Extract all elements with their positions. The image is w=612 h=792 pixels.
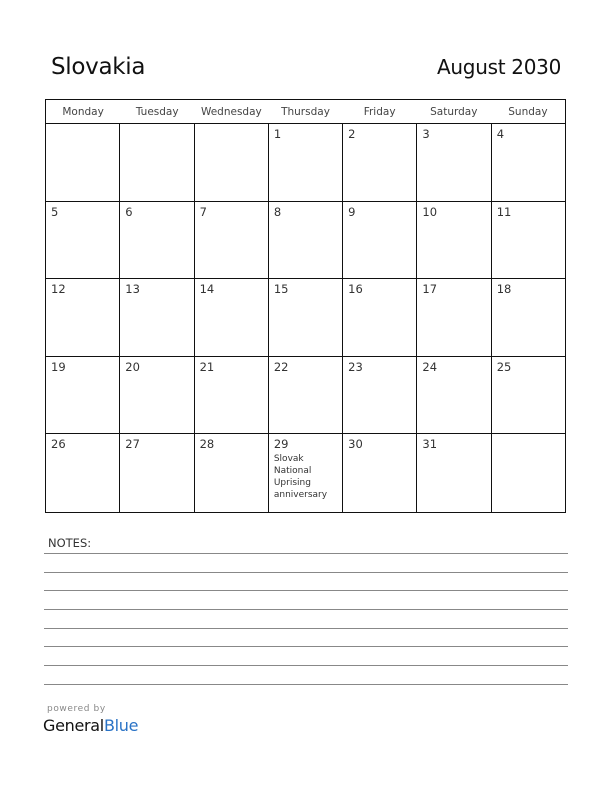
notes-line — [44, 572, 568, 573]
day-cell — [120, 357, 194, 434]
day-cell — [417, 202, 491, 279]
day-number: 16 — [348, 282, 363, 297]
day-cell — [269, 279, 343, 356]
day-number: 12 — [51, 282, 66, 297]
day-cell — [195, 202, 269, 279]
day-cell — [269, 434, 343, 512]
day-number: 22 — [273, 359, 289, 374]
day-cell — [417, 124, 491, 201]
notes-line — [44, 590, 568, 591]
week-row — [46, 202, 565, 280]
weekday-thursday: Thursday — [281, 106, 330, 118]
day-number: 8 — [273, 204, 282, 219]
day-cell — [46, 434, 120, 512]
day-cell — [120, 202, 194, 279]
weekday-saturday: Saturday — [430, 106, 478, 118]
day-number: 28 — [199, 437, 215, 452]
notes-line — [44, 665, 568, 666]
calendar-grid — [45, 99, 566, 513]
day-number: 29 — [273, 437, 289, 452]
weekday-monday: Monday — [62, 106, 104, 118]
generalblue-logo — [43, 716, 138, 735]
day-cell — [120, 434, 194, 512]
day-cell — [46, 357, 120, 434]
brand-general: General — [43, 716, 104, 735]
day-number: 3 — [422, 127, 430, 141]
day-number: 10 — [422, 204, 438, 219]
day-number: 31 — [422, 437, 438, 452]
day-cell — [343, 124, 417, 201]
day-cell — [195, 357, 269, 434]
day-cell — [46, 202, 120, 279]
day-number: 21 — [199, 359, 215, 374]
day-cell — [195, 434, 269, 512]
weekday-sunday: Sunday — [508, 106, 548, 118]
month-year-title: August 2030 — [437, 55, 561, 79]
week-row — [46, 357, 565, 435]
day-cell — [417, 357, 491, 434]
day-cell — [343, 202, 417, 279]
day-number: 11 — [496, 204, 512, 219]
day-cell — [195, 279, 269, 356]
day-cell — [343, 279, 417, 356]
day-number: 2 — [348, 127, 356, 141]
notes-line — [44, 609, 568, 610]
day-number: 30 — [348, 437, 363, 452]
day-number: 6 — [125, 204, 133, 219]
day-cell — [492, 202, 565, 279]
day-number: 14 — [199, 282, 215, 297]
day-number: 18 — [496, 282, 512, 297]
day-cell — [417, 434, 491, 512]
day-cell — [46, 279, 120, 356]
week-row — [46, 124, 565, 202]
day-number: 4 — [496, 127, 505, 141]
day-number: 23 — [348, 359, 363, 374]
brand-blue: Blue — [103, 716, 139, 735]
day-number: 17 — [422, 282, 438, 297]
day-number: 19 — [51, 359, 66, 374]
day-cell — [269, 202, 343, 279]
day-cell — [492, 357, 565, 434]
day-cell — [343, 434, 417, 512]
notes-line — [44, 553, 568, 554]
notes-label: NOTES: — [48, 536, 92, 550]
day-cell — [417, 279, 491, 356]
day-number: 7 — [199, 204, 207, 219]
powered-by-text: powered by — [47, 704, 106, 714]
weekday-tuesday: Tuesday — [135, 106, 179, 118]
day-cell — [492, 434, 565, 512]
day-number: 9 — [348, 204, 356, 219]
week-row — [46, 434, 565, 512]
day-number: 24 — [422, 359, 438, 374]
day-cell — [492, 279, 565, 356]
day-number: 27 — [125, 437, 140, 452]
day-number: 15 — [273, 282, 289, 297]
holiday-event: Slovak National Uprising anniversary — [273, 454, 328, 501]
day-number: 5 — [51, 204, 59, 219]
notes-line — [44, 628, 568, 629]
day-cell — [269, 124, 343, 201]
day-cell — [46, 124, 120, 201]
week-row — [46, 279, 565, 357]
day-number: 13 — [125, 282, 140, 297]
day-cell — [492, 124, 565, 201]
notes-line — [44, 684, 568, 685]
country-title: Slovakia — [51, 54, 146, 80]
day-cell — [195, 124, 269, 201]
day-cell — [120, 124, 194, 201]
weekday-header-row — [46, 100, 565, 124]
weekday-wednesday: Wednesday — [200, 106, 262, 118]
notes-line — [44, 646, 568, 647]
day-number: 1 — [273, 127, 282, 141]
day-cell — [343, 357, 417, 434]
day-number: 20 — [125, 359, 140, 374]
day-number: 26 — [51, 437, 66, 452]
weekday-friday: Friday — [363, 106, 396, 118]
day-cell — [120, 279, 194, 356]
day-cell — [269, 357, 343, 434]
day-number: 25 — [496, 359, 512, 374]
